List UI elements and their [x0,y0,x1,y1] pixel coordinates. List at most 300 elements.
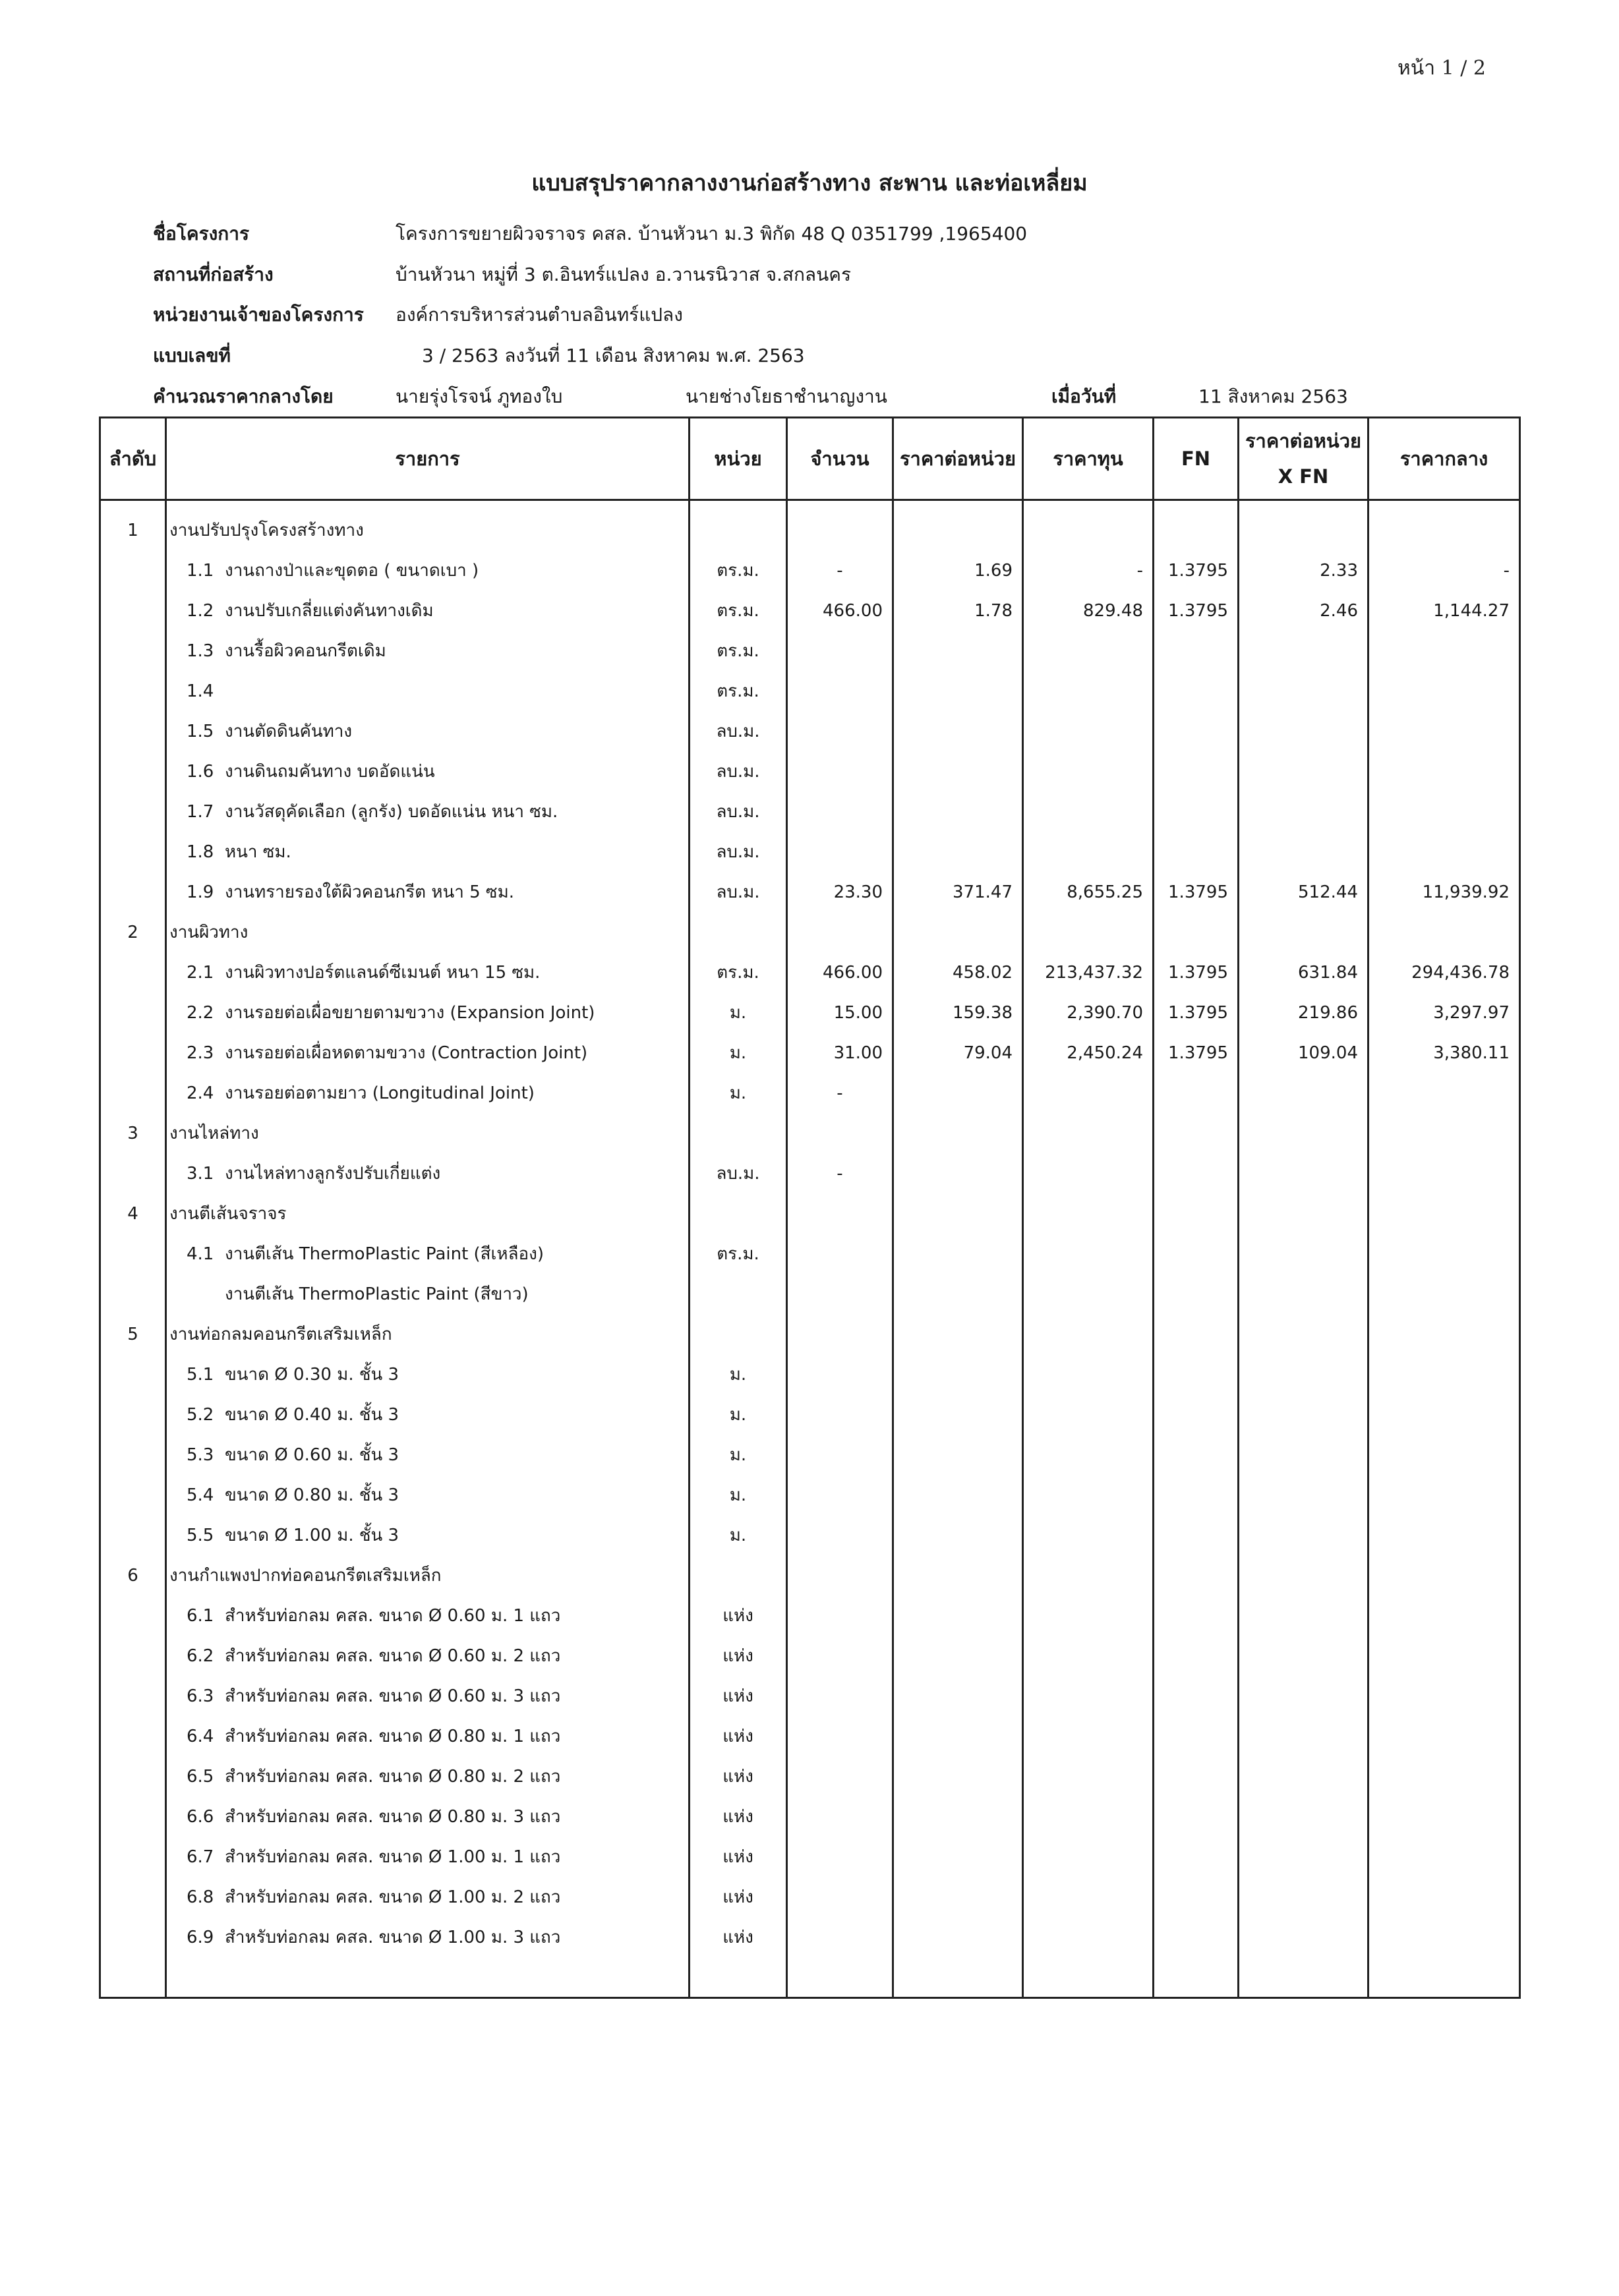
row-unit-price-fn [1239,1917,1369,1957]
col-header-unit-price-fn-line2: X FN [1278,465,1329,488]
row-unit-price-fn [1239,500,1369,551]
row-unit-price [893,1475,1023,1515]
row-unit: ม. [690,1073,787,1113]
row-median-price [1369,1796,1520,1837]
row-quantity [787,1193,893,1234]
row-cost [1023,912,1154,952]
row-number [100,992,166,1033]
row-item-name: งานตัดดินคันทาง [225,722,353,741]
row-quantity [787,1917,893,1957]
row-item-name: สำหรับท่อกลม คสล. ขนาด Ø 0.60 ม. 2 แถว [225,1646,561,1666]
table-row [100,631,1520,671]
row-item-name: สำหรับท่อกลม คสล. ขนาด Ø 1.00 ม. 3 แถว [225,1928,561,1947]
row-unit-price [893,1394,1023,1435]
row-item-name: งานผิวทางปอร์ตแลนด์ซีเมนต์ หนา 15 ซม. [225,963,541,983]
row-item [166,1193,690,1234]
row-median-price [1369,1314,1520,1354]
table-row [100,1234,1520,1274]
row-item [166,791,690,832]
row-quantity [787,1595,893,1636]
row-item [166,1394,690,1435]
row-unit-price-fn [1239,1435,1369,1475]
table-row [100,1314,1520,1354]
row-item-name: งานวัสดุคัดเลือก (ลูกรัง) บดอัดแน่น หนา ซม. [225,802,558,822]
col-header-unit: หน่วย [690,418,787,500]
row-median-price [1369,1113,1520,1153]
col-header-unit-price-fn [1239,418,1369,500]
row-unit-price-fn [1239,1113,1369,1153]
row-unit-price: 159.38 [893,992,1023,1033]
row-cost: 2,390.70 [1023,992,1154,1033]
row-number [100,671,166,711]
row-unit-price [893,1837,1023,1877]
row-fn [1154,1113,1239,1153]
row-item [166,992,690,1033]
row-median-price [1369,1716,1520,1756]
row-cost: 213,437.32 [1023,952,1154,992]
row-fn [1154,1354,1239,1394]
row-number [100,1073,166,1113]
row-item-name: งานไหล่ทาง [169,1124,259,1143]
row-fn [1154,1917,1239,1957]
row-unit-price [893,1113,1023,1153]
row-item-name: งานตีเส้น ThermoPlastic Paint (สีเหลือง) [225,1244,544,1264]
row-quantity [787,1113,893,1153]
row-quantity [787,1515,893,1555]
row-item-name: งานตีเส้น ThermoPlastic Paint (สีขาว) [225,1284,529,1304]
row-item [166,1234,690,1274]
row-item [166,1555,690,1595]
row-sub-number: 6.4 [187,1727,214,1746]
row-item [166,1033,690,1073]
row-item-name: งานผิวทาง [169,923,249,942]
row-item-name: สำหรับท่อกลม คสล. ขนาด Ø 0.80 ม. 3 แถว [225,1807,561,1827]
row-quantity [787,1636,893,1676]
col-header-qty: จำนวน [787,418,893,500]
row-unit-price-fn [1239,1314,1369,1354]
row-median-price [1369,1877,1520,1917]
table-row [100,952,1520,992]
row-median-price [1369,1837,1520,1877]
row-number [100,631,166,671]
row-cost: 829.48 [1023,590,1154,631]
row-quantity [787,1796,893,1837]
empty-cell [1239,1957,1369,1998]
row-item [166,1475,690,1515]
row-unit-price [893,1314,1023,1354]
row-unit-price-fn [1239,671,1369,711]
row-unit [690,1555,787,1595]
row-fn [1154,1595,1239,1636]
table-row [100,912,1520,952]
row-item [166,1153,690,1193]
row-item [166,500,690,551]
row-sub-number: 1.4 [187,681,214,701]
row-number: 6 [100,1555,166,1595]
project-value: โครงการขยายผิวจราจร คสล. บ้านหัวนา ม.3 พิกัด 48 Q 0351799 ,1965400 [396,223,1028,244]
row-unit-price [893,1877,1023,1917]
row-fn: 1.3795 [1154,590,1239,631]
table-row [100,1837,1520,1877]
row-unit: ตร.ม. [690,952,787,992]
row-median-price [1369,631,1520,671]
row-number [100,1756,166,1796]
row-quantity [787,1354,893,1394]
row-fn [1154,671,1239,711]
row-unit-price [893,500,1023,551]
row-number [100,1595,166,1636]
row-item-name: งานถางป่าและขุดตอ ( ขนาดเบา ) [225,561,479,581]
row-item [166,751,690,791]
row-quantity [787,1234,893,1274]
row-cost [1023,1515,1154,1555]
row-item [166,1073,690,1113]
table-row [100,1435,1520,1475]
row-unit-price: 1.69 [893,550,1023,590]
empty-cell [166,1957,690,1998]
row-quantity: 15.00 [787,992,893,1033]
row-cost [1023,1917,1154,1957]
row-item [166,872,690,912]
row-unit-price-fn [1239,1555,1369,1595]
row-quantity [787,1716,893,1756]
row-unit: แห่ง [690,1636,787,1676]
row-number [100,1475,166,1515]
row-item [166,1877,690,1917]
row-quantity [787,1555,893,1595]
table-row [100,1917,1520,1957]
row-item [166,631,690,671]
row-fn [1154,1435,1239,1475]
row-item-name: งานดินถมคันทาง บดอัดแน่น [225,762,435,782]
row-item-name: ขนาด Ø 0.40 ม. ชั้น 3 [225,1405,399,1425]
row-number [100,550,166,590]
row-unit-price [893,1153,1023,1193]
row-cost [1023,1394,1154,1435]
row-fn [1154,1394,1239,1435]
empty-cell [1369,1957,1520,1998]
row-unit: แห่ง [690,1837,787,1877]
row-quantity [787,1435,893,1475]
row-sub-number: 5.3 [187,1445,214,1465]
col-header-unit-price-fn-line1: ราคาต่อหน่วย [1245,430,1361,452]
row-number [100,1354,166,1394]
row-quantity [787,1394,893,1435]
empty-cell [1023,1957,1154,1998]
row-median-price [1369,1555,1520,1595]
row-fn [1154,1515,1239,1555]
row-unit: แห่ง [690,1756,787,1796]
row-unit-price: 371.47 [893,872,1023,912]
row-unit-price-fn [1239,1354,1369,1394]
empty-cell [787,1957,893,1998]
row-unit-price [893,1796,1023,1837]
row-sub-number: 5.1 [187,1365,214,1385]
page-number: หน้า 1 / 2 [1398,57,1487,80]
row-fn [1154,791,1239,832]
row-cost [1023,832,1154,872]
row-quantity [787,1877,893,1917]
row-item-name: หนา ซม. [225,842,291,862]
row-unit-price-fn [1239,1716,1369,1756]
row-unit-price-fn [1239,1676,1369,1716]
row-unit: ตร.ม. [690,631,787,671]
row-sub-number: 2.4 [187,1083,214,1103]
row-sub-number: 6.9 [187,1928,214,1947]
row-unit-price [893,1917,1023,1957]
row-unit-price-fn [1239,1756,1369,1796]
row-number [100,832,166,872]
table-row [100,1515,1520,1555]
row-fn [1154,1636,1239,1676]
row-unit: แห่ง [690,1595,787,1636]
row-unit-price-fn: 512.44 [1239,872,1369,912]
row-unit-price [893,1716,1023,1756]
row-cost [1023,1153,1154,1193]
row-sub-number: 5.5 [187,1526,214,1545]
row-median-price [1369,1636,1520,1676]
row-quantity: - [787,1153,893,1193]
row-median-price [1369,1274,1520,1314]
row-number [100,872,166,912]
row-median-price [1369,1234,1520,1274]
row-unit-price-fn: 219.86 [1239,992,1369,1033]
table-row [100,872,1520,912]
row-fn: 1.3795 [1154,952,1239,992]
row-number: 1 [100,500,166,551]
row-unit-price-fn [1239,1234,1369,1274]
row-unit: แห่ง [690,1877,787,1917]
row-median-price [1369,791,1520,832]
row-fn [1154,1193,1239,1234]
row-number [100,751,166,791]
row-item-name: งานท่อกลมคอนกรีตเสริมเหล็ก [169,1325,392,1344]
row-fn [1154,1234,1239,1274]
row-cost [1023,791,1154,832]
table-row [100,550,1520,590]
row-fn [1154,1837,1239,1877]
row-unit: ม. [690,1394,787,1435]
table-row [100,1676,1520,1716]
table-row [100,1274,1520,1314]
row-fn [1154,832,1239,872]
col-header-fn: FN [1154,418,1239,500]
row-unit-price [893,1073,1023,1113]
row-quantity [787,1314,893,1354]
row-median-price [1369,500,1520,551]
table-row [100,1113,1520,1153]
row-cost: 2,450.24 [1023,1033,1154,1073]
row-cost [1023,1676,1154,1716]
row-unit-price [893,791,1023,832]
row-cost [1023,1555,1154,1595]
row-median-price [1369,912,1520,952]
row-item-name: งานรอยต่อตามยาว (Longitudinal Joint) [225,1083,535,1103]
row-cost [1023,500,1154,551]
row-unit-price-fn [1239,711,1369,751]
row-item [166,832,690,872]
row-unit: ตร.ม. [690,1234,787,1274]
row-number [100,590,166,631]
row-unit [690,912,787,952]
table-row [100,1877,1520,1917]
row-fn [1154,1877,1239,1917]
table-row [100,791,1520,832]
row-fn [1154,1676,1239,1716]
row-unit-price [893,1193,1023,1234]
row-cost [1023,1636,1154,1676]
row-cost [1023,1475,1154,1515]
row-item-name: งานรอยต่อเผื่อขยายตามขวาง (Expansion Joint) [225,1003,595,1023]
row-quantity: - [787,550,893,590]
row-unit: ม. [690,1354,787,1394]
row-quantity [787,751,893,791]
row-quantity [787,631,893,671]
row-cost [1023,1234,1154,1274]
row-item [166,1274,690,1314]
row-item-name: สำหรับท่อกลม คสล. ขนาด Ø 1.00 ม. 2 แถว [225,1887,561,1907]
row-fn [1154,1314,1239,1354]
row-sub-number: 6.2 [187,1646,214,1666]
row-item-name: สำหรับท่อกลม คสล. ขนาด Ø 1.00 ม. 1 แถว [225,1847,561,1867]
row-unit-price [893,832,1023,872]
table-row [100,1394,1520,1435]
row-number [100,791,166,832]
row-unit-price-fn [1239,912,1369,952]
row-quantity [787,500,893,551]
row-quantity [787,1756,893,1796]
row-quantity [787,711,893,751]
row-fn [1154,631,1239,671]
table-empty-row [100,1957,1520,1998]
row-unit: ม. [690,1515,787,1555]
project-label: ชื่อโครงการ [153,223,250,244]
row-item [166,1837,690,1877]
row-cost [1023,1435,1154,1475]
owner-label: หน่วยงานเจ้าของโครงการ [153,304,364,326]
row-cost [1023,1595,1154,1636]
row-item [166,952,690,992]
table-row [100,832,1520,872]
row-cost [1023,1354,1154,1394]
row-item-name: ขนาด Ø 1.00 ม. ชั้น 3 [225,1526,399,1545]
row-fn [1154,912,1239,952]
row-item [166,1636,690,1676]
row-fn [1154,751,1239,791]
row-item [166,590,690,631]
row-unit: แห่ง [690,1676,787,1716]
row-quantity: 31.00 [787,1033,893,1073]
row-unit-price [893,1555,1023,1595]
row-median-price [1369,1676,1520,1716]
row-unit: ลบ.ม. [690,872,787,912]
row-number [100,1877,166,1917]
row-sub-number: 6.6 [187,1807,214,1827]
row-sub-number: 1.8 [187,842,214,862]
calc-date-label: เมื่อวันที่ [1051,386,1117,407]
row-unit-price-fn: 631.84 [1239,952,1369,992]
table-row [100,1354,1520,1394]
row-unit-price: 458.02 [893,952,1023,992]
table-row [100,1636,1520,1676]
row-number [100,1033,166,1073]
row-number [100,1153,166,1193]
row-sub-number: 1.7 [187,802,214,822]
row-number [100,1274,166,1314]
row-item [166,1796,690,1837]
row-item-name: งานรื้อผิวคอนกรีตเดิม [225,641,386,661]
row-unit-price [893,912,1023,952]
row-unit-price-fn [1239,1877,1369,1917]
row-unit: ม. [690,1033,787,1073]
row-unit: ลบ.ม. [690,832,787,872]
row-fn [1154,1756,1239,1796]
row-sub-number: 2.3 [187,1043,214,1063]
table-header-row [100,418,1520,500]
row-number [100,1394,166,1435]
row-unit-price-fn [1239,1515,1369,1555]
row-median-price [1369,751,1520,791]
row-item [166,1716,690,1756]
row-median-price [1369,1153,1520,1193]
row-unit-price [893,1354,1023,1394]
row-number: 3 [100,1113,166,1153]
location-label: สถานที่ก่อสร้าง [153,264,274,285]
row-unit-price-fn [1239,1475,1369,1515]
row-unit: แห่ง [690,1917,787,1957]
calc-date-value: 11 สิงหาคม 2563 [1198,386,1348,407]
row-unit-price-fn [1239,631,1369,671]
row-item-name: ขนาด Ø 0.30 ม. ชั้น 3 [225,1365,399,1385]
row-median-price [1369,1756,1520,1796]
empty-cell [1154,1957,1239,1998]
row-unit-price-fn [1239,1193,1369,1234]
row-median-price: 11,939.92 [1369,872,1520,912]
row-cost: - [1023,550,1154,590]
row-quantity: 466.00 [787,590,893,631]
row-fn [1154,1475,1239,1515]
row-cost [1023,1877,1154,1917]
row-unit-price-fn [1239,1274,1369,1314]
row-unit-price-fn [1239,751,1369,791]
row-unit: ม. [690,1435,787,1475]
row-item [166,912,690,952]
row-median-price [1369,1595,1520,1636]
row-item [166,1515,690,1555]
row-cost [1023,1796,1154,1837]
row-quantity [787,912,893,952]
row-median-price [1369,1515,1520,1555]
row-unit-price-fn [1239,1595,1369,1636]
row-quantity [787,671,893,711]
col-header-unit-price: ราคาต่อหน่วย [893,418,1023,500]
table-row [100,711,1520,751]
row-unit: แห่ง [690,1716,787,1756]
row-median-price [1369,1354,1520,1394]
row-item-name: สำหรับท่อกลม คสล. ขนาด Ø 0.80 ม. 1 แถว [225,1727,561,1746]
row-unit-price [893,1595,1023,1636]
row-unit-price [893,1234,1023,1274]
table-row [100,1595,1520,1636]
row-quantity [787,832,893,872]
row-number [100,1636,166,1676]
row-sub-number: 2.2 [187,1003,214,1023]
row-quantity [787,791,893,832]
row-fn [1154,1274,1239,1314]
location-value: บ้านหัวนา หมู่ที่ 3 ต.อินทร์แปลง อ.วานรนิวาส จ.สกลนคร [396,264,851,285]
row-unit: ม. [690,992,787,1033]
row-fn [1154,1716,1239,1756]
